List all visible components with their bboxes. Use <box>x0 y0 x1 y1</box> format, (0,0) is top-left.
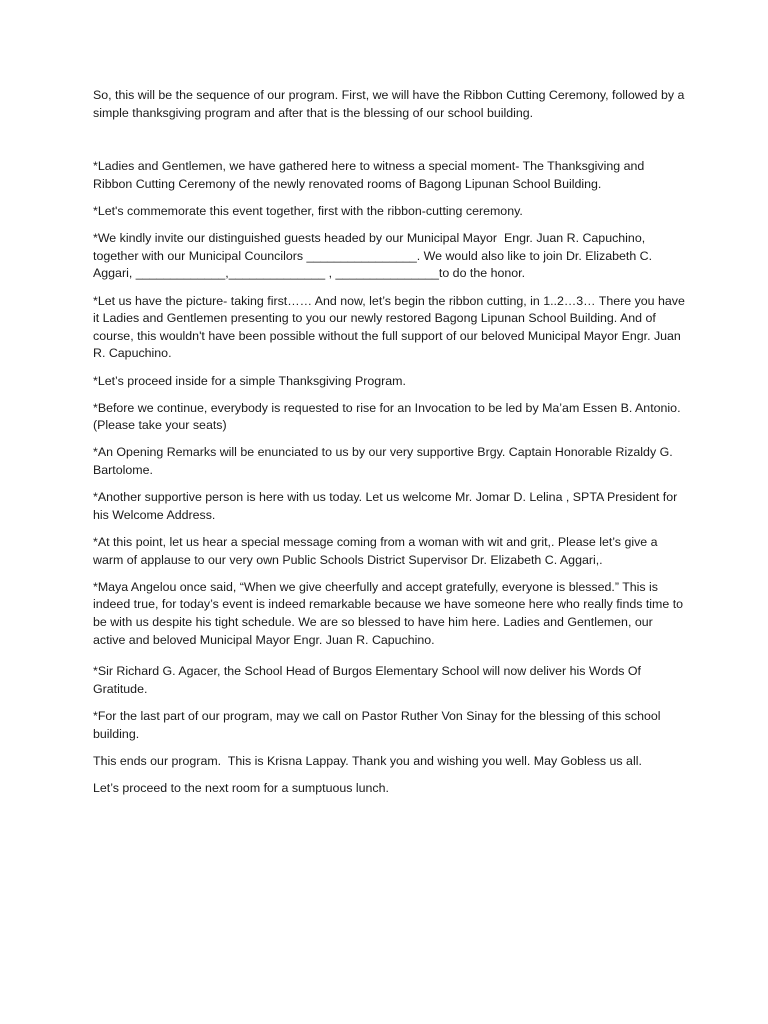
paragraph-proceed-inside: *Let’s proceed inside for a simple Thanksgiving Program. <box>93 373 406 388</box>
paragraph-intro: So, this will be the sequence of our program. First, we will have the Ribbon Cutting Ceremony, followed by a simple thanksgiving program and after that is the blessing of our school building. <box>93 88 688 120</box>
paragraph-welcome: *Ladies and Gentlemen, we have gathered here to witness a special moment- The Thanksgiving and Ribbon Cutting Ceremony of the newly renovated rooms of Bagong Lipunan School Building. <box>93 159 648 191</box>
paragraph-ribbon-cutting: *Let us have the picture- taking first…… And now, let’s begin the ribbon cutting, in 1..2…3… There you have it Ladies and Gentlemen presenting to you our newly restored Bagong Lipunan School Building. And of course, this wouldn't have been possible without the full support of our beloved Municipal Mayor Engr. Juan R. Capuchino. <box>93 293 689 361</box>
paragraph-closing: This ends our program. This is Krisna Lappay. Thank you and wishing you well. May Gobless us all. <box>93 753 642 768</box>
paragraph-opening-remarks: *An Opening Remarks will be enunciated to us by our very supportive Brgy. Captain Honorable Rizaldy G. Bartolome. <box>93 445 677 478</box>
paragraph-blessing: *For the last part of our program, may we call on Pastor Ruther Von Sinay for the blessing of this school building. <box>93 708 664 741</box>
document-body <box>93 87 691 807</box>
paragraph-invocation: *Before we continue, everybody is requested to rise for an Invocation to be led by Ma’am Essen B. Antonio. (Please take your seats) <box>93 400 691 433</box>
paragraph-invite-guests: *We kindly invite our distinguished guests headed by our Municipal Mayor Engr. Juan R. Capuchino, together with our Municipal Councilors ________________. We would also like to join Dr. Elizabeth C. Aggari, _____________,______________ , _______________to do the honor. <box>93 231 655 281</box>
paragraph-mayor-message: *Maya Angelou once said, “When we give cheerfully and accept gratefully, everyone is blessed.” This is indeed true, for today’s event is indeed remarkable because we have someone here who really finds time to be with us despite his tight schedule. We are so blessed to have him here. Ladies and Gentlemen, our active and beloved Municipal Mayor Engr. Juan R. Capuchino. <box>93 579 687 647</box>
paragraph-commemorate: *Let's commemorate this event together, first with the ribbon-cutting ceremony. <box>93 203 523 218</box>
paragraph-special-message: *At this point, let us hear a special message coming from a woman with wit and grit,. Please let’s give a warm of applause to our very own Public Schools District Supervisor Dr. Elizabeth C. Aggari,. <box>93 535 661 567</box>
paragraph-welcome-address: *Another supportive person is here with us today. Let us welcome Mr. Jomar D. Lelina , SPTA President for his Welcome Address. <box>93 490 681 522</box>
paragraph-lunch: Let’s proceed to the next room for a sumptuous lunch. <box>93 780 389 795</box>
paragraph-words-of-gratitude: *Sir Richard G. Agacer, the School Head of Burgos Elementary School will now deliver his Words Of Gratitude. <box>93 664 645 696</box>
